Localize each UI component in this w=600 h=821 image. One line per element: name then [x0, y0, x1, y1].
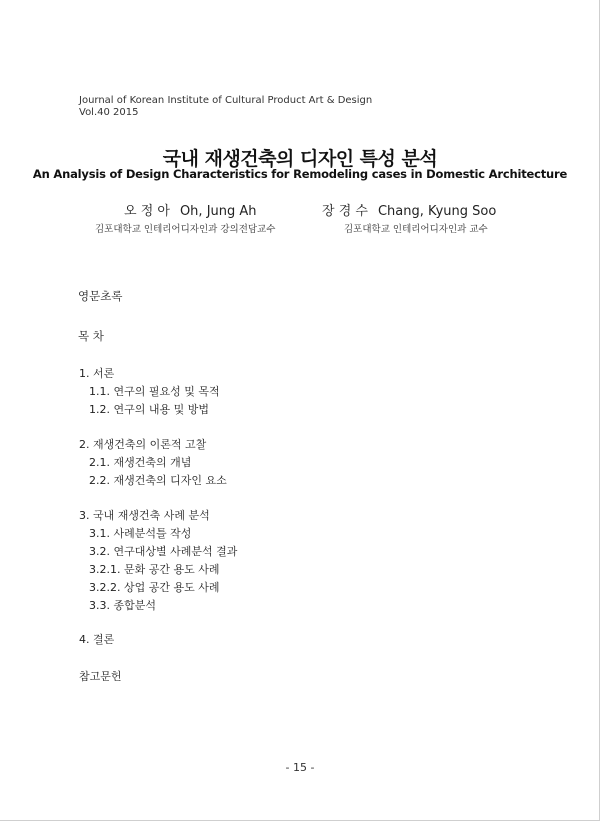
paper-title-english: An Analysis of Design Characteristics for Remodeling cases in Domestic Architecture [32, 167, 568, 181]
toc-item: 참고문헌 [79, 670, 122, 683]
toc-item: 2.1. 재생건축의 개념 [89, 456, 192, 469]
toc-item: 3.2. 연구대상별 사례분석 결과 [89, 545, 238, 558]
paper-title-korean: 국내 재생건축의 디자인 특성 분석 [162, 148, 438, 170]
author-2-name-korean: 장 경 수 [322, 204, 368, 219]
toc-item: 1.1. 연구의 필요성 및 목적 [89, 385, 220, 398]
toc-item: 3.3. 종합분석 [89, 599, 156, 612]
toc-item: 3.2.1. 문화 공간 용도 사례 [89, 563, 220, 576]
journal-name: Journal of Korean Institute of Cultural Product Art & Design [79, 95, 373, 106]
journal-header [79, 95, 372, 119]
author-1-name-english: Oh, Jung Ah [179, 204, 257, 219]
toc-heading: 목 차 [78, 329, 104, 343]
abstract-heading: 영문초록 [78, 289, 123, 303]
toc-item: 3.2.2. 상업 공간 용도 사례 [89, 581, 220, 594]
toc-item: 1. 서론 [79, 367, 115, 380]
toc-item: 1.2. 연구의 내용 및 방법 [89, 403, 209, 416]
page-number: - 15 - [285, 761, 315, 774]
toc-item: 3. 국내 재생건축 사례 분석 [79, 509, 210, 522]
author-1-affiliation: 김포대학교 인테리어디자인과 강의전담교수 [95, 224, 276, 235]
toc-item: 2.2. 재생건축의 디자인 요소 [89, 474, 227, 487]
toc-item: 3.1. 사례분석틀 작성 [89, 527, 192, 540]
author-1 [124, 200, 257, 219]
journal-volume: Vol.40 2015 [79, 107, 139, 118]
author-2 [322, 200, 496, 219]
author-1-name-korean: 오 정 아 [124, 204, 170, 219]
author-2-affiliation: 김포대학교 인테리어디자인과 교수 [344, 224, 488, 235]
author-2-name-english: Chang, Kyung Soo [377, 204, 497, 219]
toc-item: 2. 재생건축의 이론적 고찰 [79, 438, 207, 451]
toc-item: 4. 결론 [79, 633, 115, 646]
